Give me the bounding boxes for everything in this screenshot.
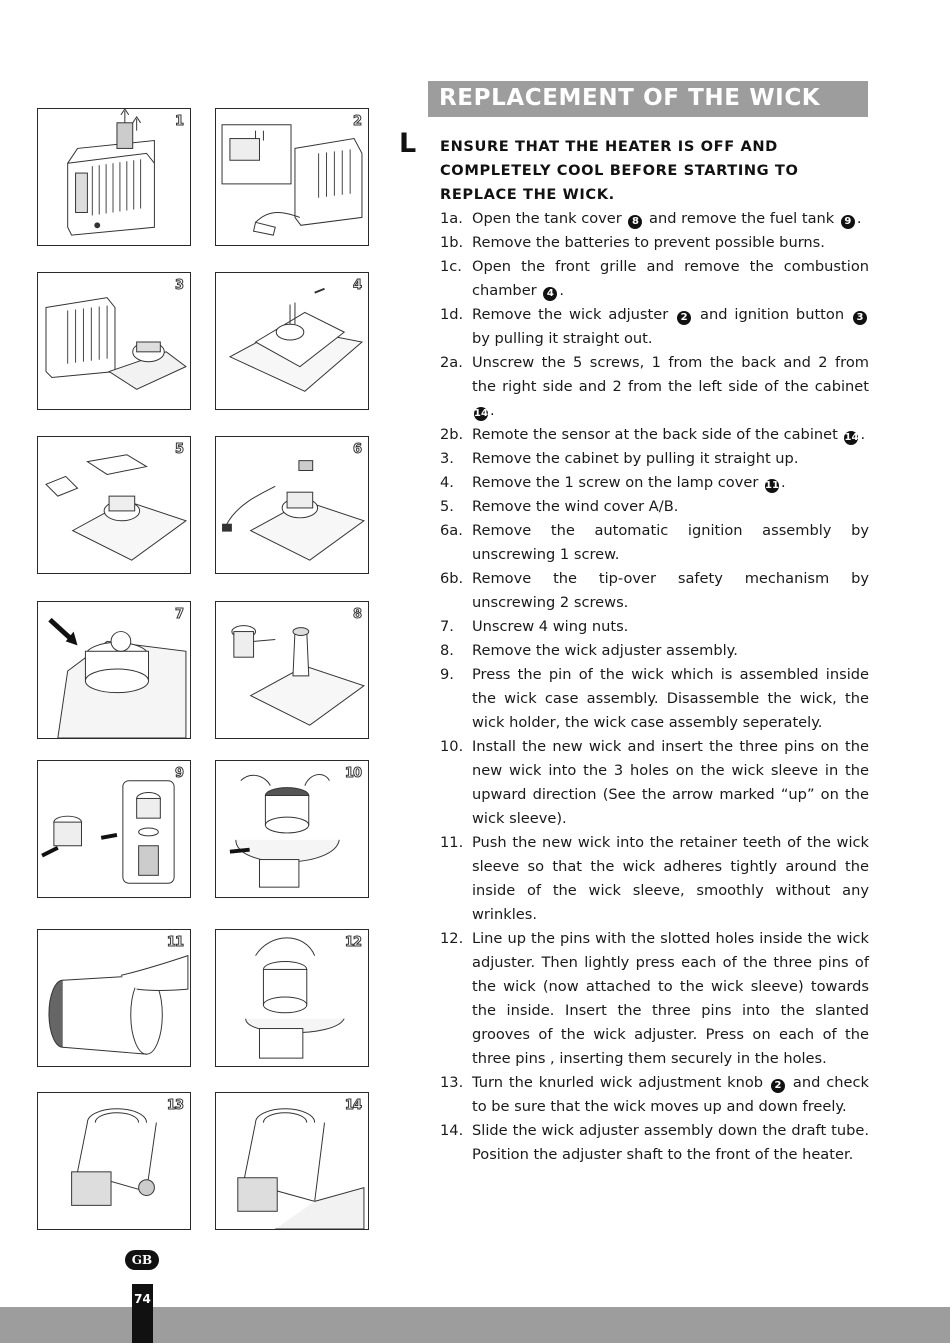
step-text-run: .: [490, 402, 495, 419]
step-number: 1d.: [440, 306, 464, 323]
figure-number: 5: [174, 442, 183, 457]
figure-10: [215, 760, 369, 898]
step-text-run: .: [559, 282, 564, 299]
figure-4: [215, 272, 369, 410]
figure-5: [37, 436, 191, 574]
step-text: [472, 567, 869, 615]
step-text-run: and ignition button: [693, 306, 851, 323]
step-number: 6a.: [440, 522, 463, 539]
step-item: [440, 207, 869, 231]
step-text: [472, 831, 869, 927]
step-number: 4.: [440, 474, 454, 491]
figure-7: [37, 601, 191, 739]
heater-illustration-icon: [216, 109, 368, 245]
part-number-badge: 14: [844, 432, 859, 443]
step-item: [440, 423, 869, 447]
step-text: [472, 447, 869, 471]
step-text: [472, 1119, 869, 1167]
heater-illustration-icon: [216, 761, 368, 897]
step-text-run: Remove the wind cover A/B.: [472, 498, 679, 515]
step-item: [440, 255, 869, 303]
step-item: [440, 495, 869, 519]
step-number: 2b.: [440, 426, 464, 443]
step-text: [472, 255, 869, 303]
step-text: [472, 927, 869, 1071]
step-text-run: Slide the wick adjuster assembly down the draft tube. Position the adjuster shaft to the front of the heater.: [472, 1122, 869, 1163]
step-number: 12.: [440, 930, 464, 947]
heater-illustration-icon: [216, 1093, 368, 1229]
figure-2: [215, 108, 369, 246]
figure-12: [215, 929, 369, 1067]
step-text-run: Unscrew 4 wing nuts.: [472, 618, 629, 635]
figure-number: 3: [174, 278, 183, 293]
figure-number: 4: [352, 278, 361, 293]
figure-6: [215, 436, 369, 574]
step-text: [472, 495, 869, 519]
figure-14: [215, 1092, 369, 1230]
step-item: [440, 639, 869, 663]
step-text-run: .: [856, 210, 862, 227]
figure-number: 13: [166, 1098, 183, 1113]
step-item: [440, 1071, 869, 1119]
step-item: [440, 231, 869, 255]
step-number: 3.: [440, 450, 454, 467]
part-number-badge: 11: [765, 480, 779, 491]
step-text-run: and remove the fuel tank: [644, 210, 839, 227]
figure-number: 7: [174, 607, 183, 622]
step-text: [472, 423, 869, 447]
part-number-badge: 3: [853, 311, 867, 325]
step-item: [440, 735, 869, 831]
step-number: 6b.: [440, 570, 464, 587]
step-text: [472, 639, 869, 663]
step-item: [440, 927, 869, 1071]
figure-9: [37, 760, 191, 898]
step-text-run: Open the tank cover: [472, 210, 627, 227]
step-number: 2a.: [440, 354, 463, 371]
step-number: 1c.: [440, 258, 462, 275]
step-item: [440, 351, 869, 423]
step-item: [440, 615, 869, 639]
figure-8: [215, 601, 369, 739]
step-number: 7.: [440, 618, 454, 635]
instruction-steps-list: [440, 207, 869, 1167]
step-text-run: Remove the tip-over safety mechanism by unscrewing 2 screws.: [472, 570, 869, 611]
heater-illustration-icon: [38, 109, 190, 245]
step-text-run: Remote the sensor at the back side of the cabinet: [472, 426, 843, 443]
figure-number: 9: [174, 766, 183, 781]
step-text-run: Press the pin of the wick which is assembled inside the wick case assembly. Disassemble the wick, the wick holder, the wick case assembly seperately.: [472, 666, 869, 731]
step-text: [472, 231, 869, 255]
figure-number: 14: [344, 1098, 361, 1113]
part-number-badge: 2: [771, 1079, 785, 1093]
page-number: 74: [134, 1292, 151, 1306]
step-number: 14.: [440, 1122, 464, 1139]
section-title-bar: [428, 81, 868, 117]
part-number-badge: 4: [543, 287, 557, 301]
step-item: [440, 447, 869, 471]
step-text: [472, 735, 869, 831]
step-text: [472, 471, 869, 495]
step-text: [472, 663, 869, 735]
step-text-run: Remove the automatic ignition assembly by unscrewing 1 screw.: [472, 522, 869, 563]
step-item: [440, 471, 869, 495]
step-text-run: and check to be sure that the wick moves up and down freely.: [472, 1074, 869, 1115]
figure-13: [37, 1092, 191, 1230]
figure-11: [37, 929, 191, 1067]
figure-3: [37, 272, 191, 410]
step-text-run: Remove the cabinet by pulling it straight up.: [472, 450, 799, 467]
step-text-run: Install the new wick and insert the three pins on the new wick into the 3 holes on the wick sleeve in the upward direction (See the arrow marked “up” on the wick sleeve).: [472, 738, 869, 827]
figure-number: 11: [166, 935, 183, 950]
step-text-run: Push the new wick into the retainer teeth of the wick sleeve so that the wick adheres tightly around the inside of the wick sleeve, smoothly without any wrinkles.: [472, 834, 869, 923]
heater-illustration-icon: [38, 602, 190, 738]
safety-warning: ENSURE THAT THE HEATER IS OFF AND COMPLETELY COOL BEFORE STARTING TO REPLACE THE WICK.: [440, 138, 799, 203]
step-text: [472, 615, 869, 639]
step-number: 5.: [440, 498, 454, 515]
figure-number: 6: [352, 442, 361, 457]
figure-number: 12: [344, 935, 361, 950]
step-text: [472, 351, 869, 423]
step-text-run: Remove the batteries to prevent possible burns.: [472, 234, 825, 251]
step-text-run: .: [780, 474, 786, 491]
step-number: 13.: [440, 1074, 464, 1091]
heater-illustration-icon: [216, 273, 368, 409]
language-badge: GB: [125, 1250, 159, 1270]
figure-number: 1: [174, 114, 183, 129]
step-text-run: Unscrew the 5 screws, 1 from the back and 2 from the right side and 2 from the left side of the cabinet: [472, 354, 869, 395]
part-number-badge: 9: [841, 215, 855, 229]
figure-number: 2: [352, 114, 361, 129]
step-text-run: Line up the pins with the slotted holes inside the wick adjuster. Then lightly press each of the three pins of the wick (now attached to the wick sleeve) towards the inside. Insert the three pins into the slanted grooves of the wick adjuster. Press on each of the three pins , inserting them securely in the holes.: [472, 930, 869, 1067]
step-text-run: .: [860, 426, 866, 443]
step-number: 9.: [440, 666, 454, 683]
figure-number: 10: [344, 766, 361, 781]
step-number: 8.: [440, 642, 454, 659]
step-text: [472, 303, 869, 351]
step-text-run: by pulling it straight out.: [472, 330, 653, 347]
heater-illustration-icon: [38, 930, 190, 1066]
heater-illustration-icon: [38, 437, 190, 573]
step-text: [472, 207, 869, 231]
step-item: [440, 303, 869, 351]
heater-illustration-icon: [216, 930, 368, 1066]
step-item: [440, 663, 869, 735]
part-number-badge: 8: [628, 215, 642, 229]
section-letter: L: [399, 128, 417, 159]
step-item: [440, 831, 869, 927]
part-number-badge: 2: [677, 311, 691, 325]
step-text-run: Turn the knurled wick adjustment knob: [472, 1074, 769, 1091]
figure-number: 8: [352, 607, 361, 622]
step-item: [440, 1119, 869, 1167]
step-text-run: Remove the wick adjuster assembly.: [472, 642, 738, 659]
figure-1: [37, 108, 191, 246]
step-number: 11.: [440, 834, 464, 851]
heater-illustration-icon: [216, 437, 368, 573]
heater-illustration-icon: [38, 273, 190, 409]
heater-illustration-icon: [38, 1093, 190, 1229]
step-text-run: Remove the wick adjuster: [472, 306, 676, 323]
heater-illustration-icon: [38, 761, 190, 897]
heater-illustration-icon: [216, 602, 368, 738]
step-text-run: Remove the 1 screw on the lamp cover: [472, 474, 763, 491]
page-title: REPLACEMENT OF THE WICK: [439, 85, 821, 111]
step-item: [440, 567, 869, 615]
step-number: 1b.: [440, 234, 464, 251]
step-text: [472, 519, 869, 567]
step-item: [440, 519, 869, 567]
step-number: 1a.: [440, 210, 463, 227]
step-text: [472, 1071, 869, 1119]
part-number-badge: 14: [474, 408, 488, 419]
step-number: 10.: [440, 738, 464, 755]
step-text-run: Open the front grille and remove the combustion chamber: [472, 258, 869, 299]
